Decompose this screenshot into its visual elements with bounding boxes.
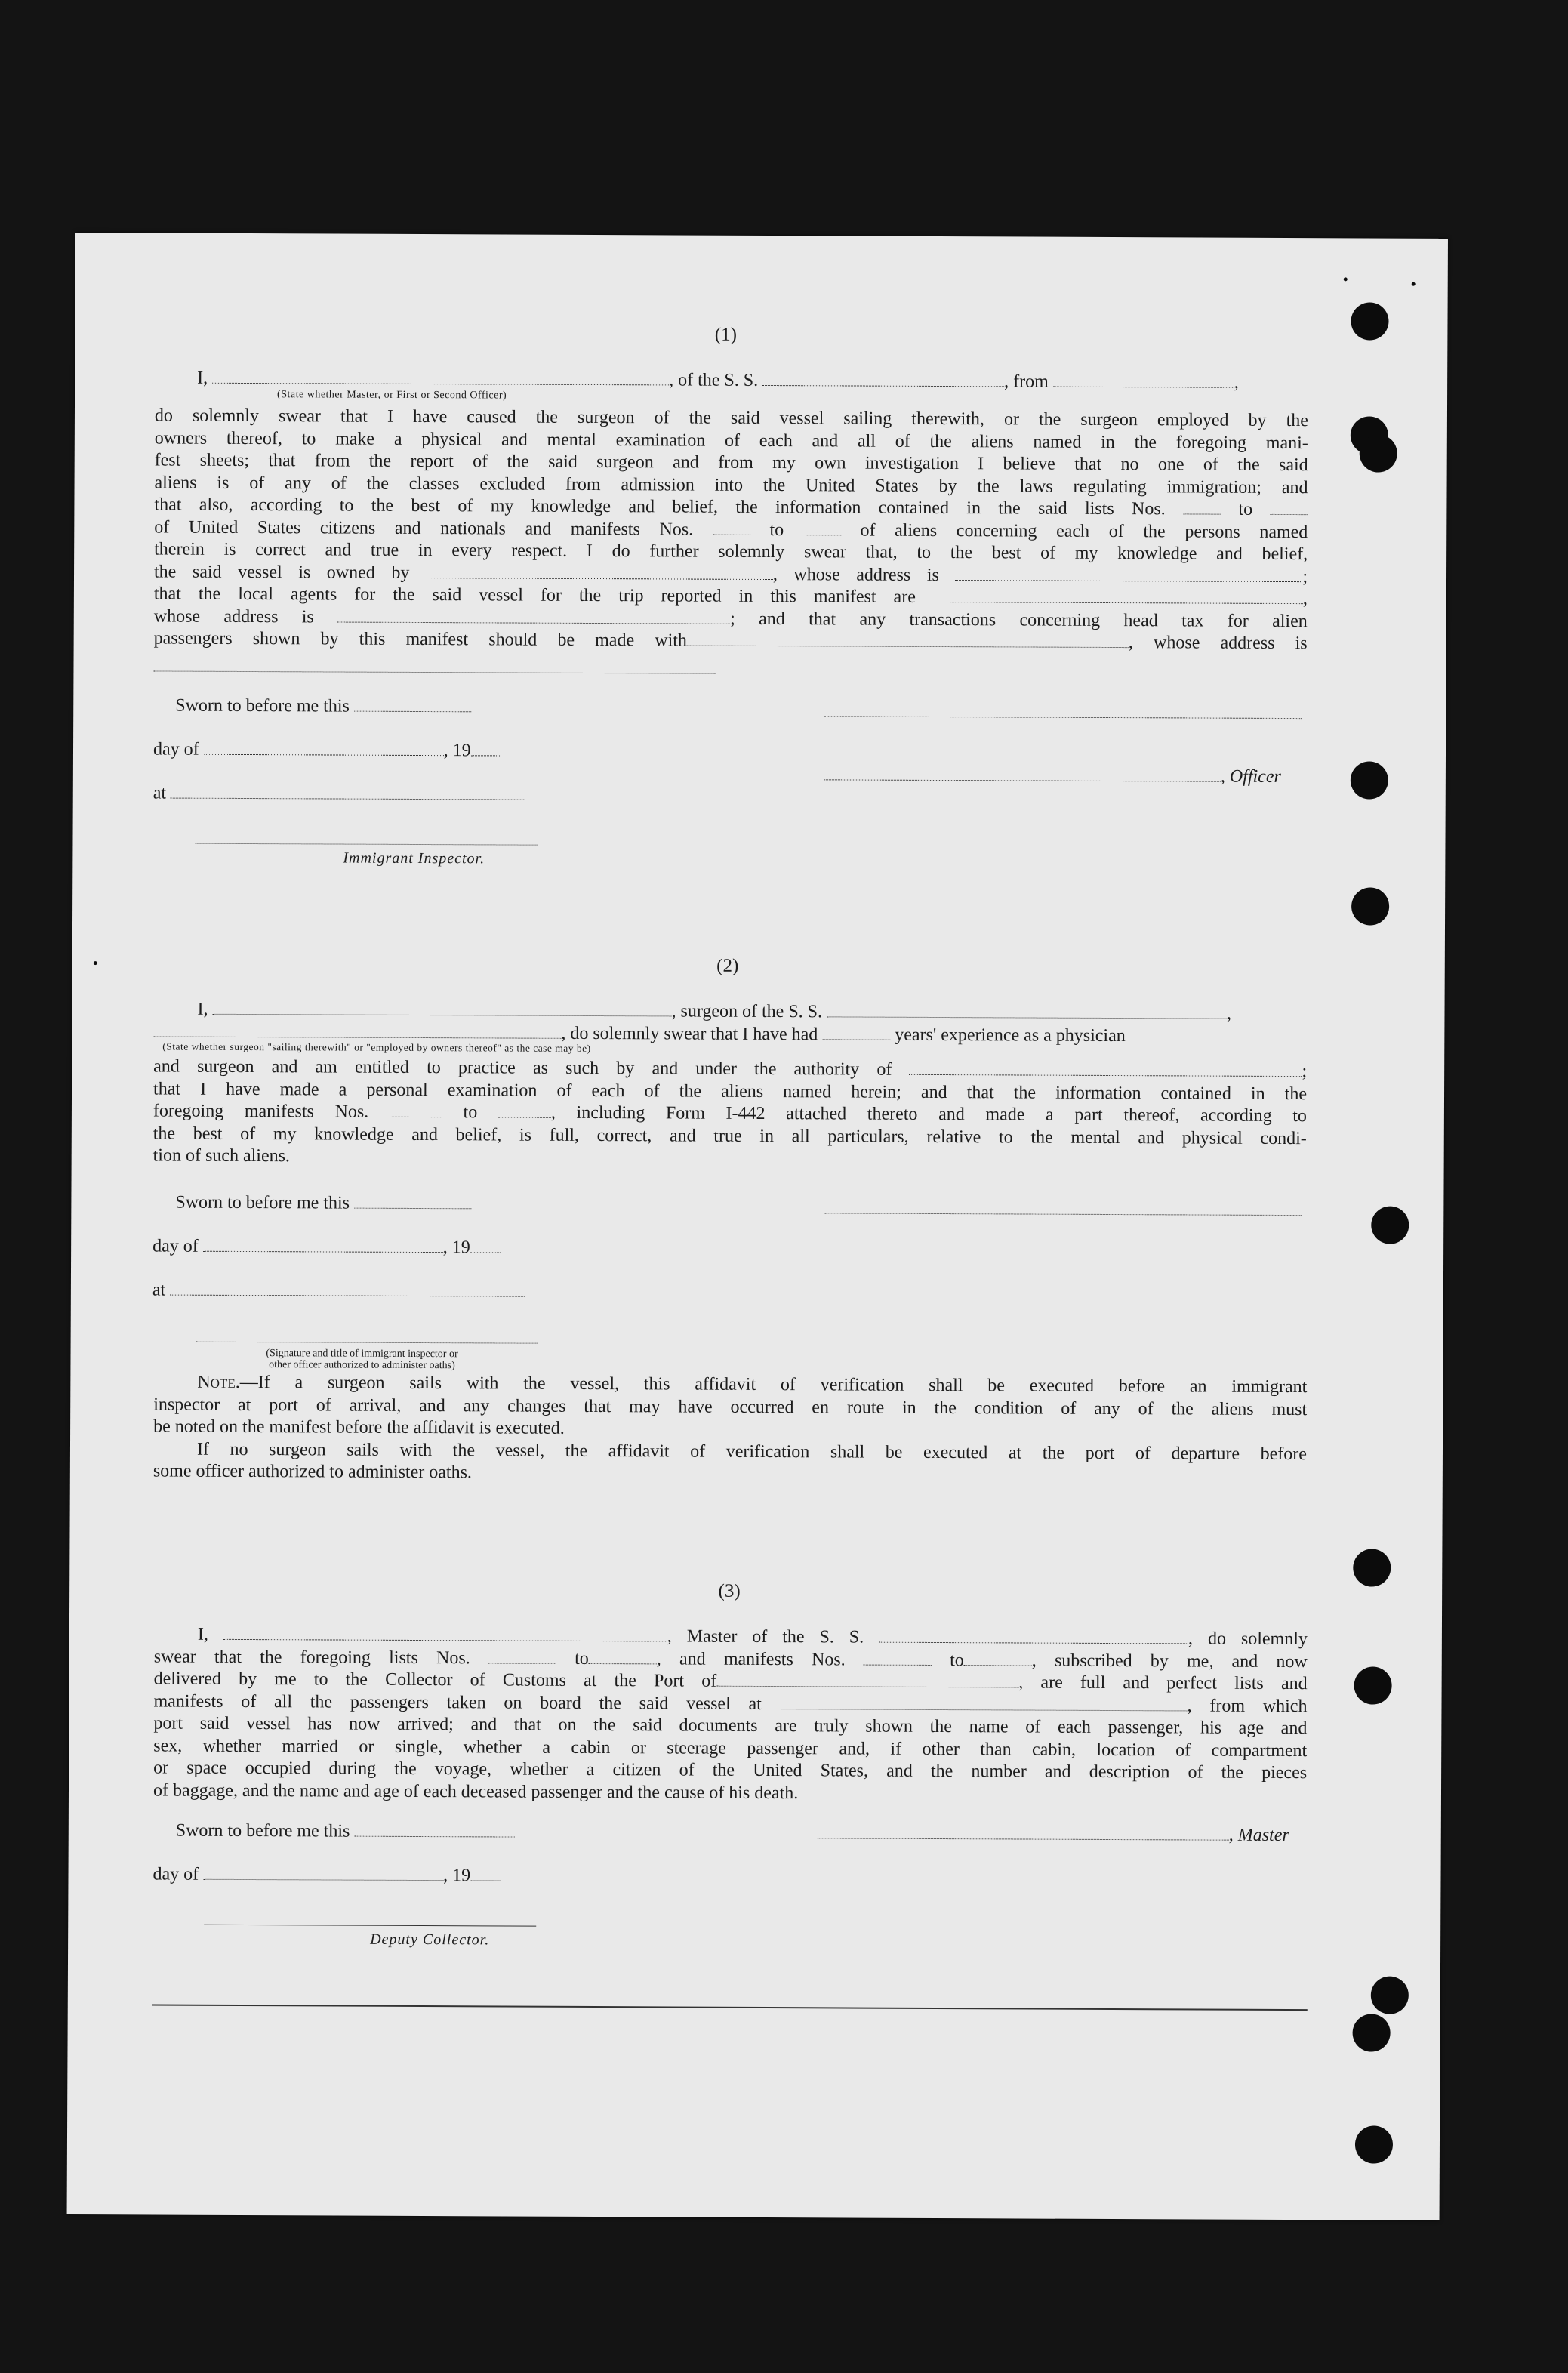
punctuation: , [1227,1003,1232,1024]
owner-field[interactable] [426,564,773,580]
note-line: some officer authorized to administer oaths. [152,1461,473,1483]
inspector-signature-line[interactable] [196,1342,538,1344]
surgeon-vessel-field[interactable] [827,1003,1227,1019]
whose-address-label: , whose address is [1128,633,1308,654]
body-line: port said vessel has now arrived; and that on the said documents are truly shown the name of each passenger, his age and [153,1713,1308,1739]
note-line: inspector at port of arrival, and any changes that may have occurred en route in the condition of any of the aliens must [153,1394,1308,1419]
surgeon-of-label: , surgeon of the S. S. [671,1001,823,1022]
lists-from-field[interactable] [488,1649,556,1663]
section-3-body [153,1623,1308,1807]
vessel-name-field[interactable] [762,371,1004,387]
punch-hole [1353,2014,1391,2051]
officer-signature-line[interactable] [824,716,1302,719]
manifest-to-label: to [769,519,784,540]
inspector-signature-line[interactable] [195,843,538,846]
signature-caption [233,1348,490,1371]
punctuation: , [1302,589,1308,609]
perfect-lists-text: , are full and perfect lists and [1018,1672,1308,1694]
punch-hole [1353,1549,1391,1586]
port-field[interactable] [716,1672,1018,1688]
section-1-number: (1) [714,324,738,345]
years-experience-field[interactable] [822,1025,890,1040]
section-3-number: (3) [718,1580,741,1601]
lists-from-field[interactable] [1183,500,1221,514]
year-field[interactable] [470,1238,501,1253]
body-line: sex, whether married or single, whether a cabin or steerage passenger and, if other than cabin, location of compartment [153,1735,1308,1761]
owner-address-field[interactable] [955,566,1302,582]
boarding-port-field[interactable] [780,1695,1188,1711]
intro-pronoun: I, [197,1624,208,1644]
citizens-text: of United States citizens and nationals and manifests Nos. [154,516,694,540]
punctuation: ; [1302,1062,1308,1082]
caption-line: other officer authorized to administer oaths) [269,1359,455,1372]
sworn-text: Sworn to before me this [175,695,350,717]
passengers-line [154,627,1308,655]
section-1-body [154,405,1308,655]
officer-name-field[interactable] [212,369,669,386]
delivered-text: delivered by me to the Collector of Customs at the Port of [153,1669,717,1691]
month-field[interactable] [203,1237,443,1253]
body-line: the best of my knowledge and belief, is full, correct, and true in all particulars, relative to the mental and physical condi- [152,1123,1307,1148]
note-line: If no surgeon sails with the vessel, the affidavit of verification shall be executed at the port of departure before [196,1439,1308,1464]
manifest-from-field[interactable] [713,520,750,535]
year-prefix: , 19 [443,1866,471,1886]
master-of-label: , Master of the S. S. [667,1626,864,1647]
agents-address-field[interactable] [337,608,730,624]
body-line: therein is correct and true in every respect. I do further solemnly swear that, to the best of my knowledge and belief, [154,539,1308,565]
agents-field[interactable] [933,588,1303,604]
master-signature-field[interactable] [818,1824,1229,1840]
lists-to-field[interactable] [1270,501,1308,515]
swear-text: swear that the foregoing lists Nos. [153,1646,470,1668]
punch-hole [1351,302,1388,340]
manifests-text: , and manifests Nos. [656,1648,846,1669]
year-prefix: , 19 [443,741,471,761]
form-text: , including Form I-442 attached thereto and made a part thereof, according to [550,1102,1307,1126]
officer-rank-caption: (State whether Master, or First or Second Officer) [277,389,507,402]
officer-label: , Officer [1220,766,1281,787]
deputy-collector-label: Deputy Collector. [370,1931,490,1949]
body-line: fest sheets; that from the report of the said surgeon and from my own investigation I believe that no one of the said [154,450,1308,476]
place-field[interactable] [171,784,525,800]
manifest-to-field[interactable] [803,521,841,535]
punch-hole [1351,761,1388,799]
punctuation: , [1234,372,1239,393]
surgeon-type-caption: (State whether surgeon "sailing therewith" or "employed by owners thereof" as the case may be) [162,1040,591,1054]
manifest-verification-page [67,233,1448,2220]
lists-to-field[interactable] [589,1649,657,1663]
bottom-rule [152,2004,1308,2011]
manifest-to-field[interactable] [498,1103,551,1117]
note-line: be noted on the manifest before the affidavit is executed. [153,1416,565,1438]
place-field[interactable] [170,1281,525,1297]
sworn-day-field[interactable] [354,1823,514,1838]
sworn-day-field[interactable] [354,1194,471,1210]
ink-speck [1344,277,1348,281]
day-of-label: day of [152,1864,199,1885]
at-label: at [152,783,167,803]
punch-hole [1354,1666,1392,1704]
authority-field[interactable] [909,1061,1302,1077]
punch-hole [1351,887,1389,925]
sworn-1 [175,695,471,719]
note-text: —If a surgeon sails with the vessel, this affidavit of verification shall be executed before an immigrant [239,1372,1308,1398]
note-label: Note. [197,1372,240,1392]
lists-to-label: to [1238,499,1253,519]
whose-text: whose address is [153,606,314,627]
head-tax-address-field[interactable] [153,670,715,673]
subscribed-text: , subscribed by me, and now [1031,1650,1308,1672]
sworn-day-field[interactable] [354,698,471,713]
body-line: aliens is of any of the classes excluded from admission into the United States by the laws regulating immigration; and [154,472,1308,498]
surgeon-name-field[interactable] [212,1000,671,1017]
head-tax-party-field[interactable] [687,632,1129,649]
ink-speck [94,961,97,965]
punch-hole [1355,2125,1393,2163]
punch-hole [1371,1207,1409,1244]
day-of-label: day of [152,1236,199,1256]
from-port-field[interactable] [1053,373,1234,388]
authority-text: and surgeon and am entitled to practice as such by and under the authority of [153,1056,892,1080]
surgeon-signature-line[interactable] [824,1213,1302,1216]
swear-text: , do solemnly swear that I have had [561,1023,818,1045]
day-of-label: day of [152,739,199,760]
sworn-2 [175,1192,471,1216]
body-line: owners thereof, to make a physical and mental examination of each and all of the aliens named in the foregoing mani- [154,427,1308,453]
at-2 [152,1279,525,1303]
sworn-text: Sworn to before me this [175,1820,350,1841]
body-line: or space occupied during the voyage, whether a citizen of the United States, and the number and description of the pieces [153,1758,1308,1783]
agents-text: that the local agents for the said vessel for the trip reported in this manifest are [153,584,916,607]
to-label: to [950,1650,964,1670]
passengers-text: passengers shown by this manifest should be made with [153,628,688,651]
surgeon-type-field[interactable] [153,1022,561,1038]
of-ss-label: , of the S. S. [669,370,759,390]
month-field[interactable] [204,741,444,756]
citizens-tail: of aliens concerning each of the persons named [860,520,1308,542]
officer-title-field[interactable] [824,766,1221,781]
sworn-3 [176,1820,515,1844]
punch-hole [1371,1977,1409,2014]
collector-signature-line[interactable] [204,1925,536,1927]
day-of-2 [152,1235,501,1259]
body-line: tion of such aliens. [152,1145,291,1166]
section-2-number: (2) [716,955,739,976]
punctuation: ; [1302,566,1308,587]
solemnly-text: , do solemnly [1188,1629,1308,1650]
at-1 [153,782,525,806]
master-label: , Master [1228,1825,1289,1846]
owned-text: the said vessel is owned by [153,561,410,583]
from-label: , from [1004,371,1049,392]
caption-line: (Signature and title of immigrant inspector or [266,1348,458,1361]
month-field[interactable] [203,1866,443,1881]
head-tax-text: ; and that any transactions concerning head tax for alien [730,609,1308,631]
immigrant-inspector-label: Immigrant Inspector. [343,849,485,868]
ink-speck [1412,282,1416,286]
master-signature [818,1823,1289,1847]
body-line: do solemnly swear that I have caused the surgeon of the said vessel sailing therewith, or the surgeon employed by the [154,405,1308,431]
intro-pronoun: I, [197,368,208,388]
manifests-text: manifests of all the passengers taken on board the said vessel at [153,1690,762,1714]
sworn-text: Sworn to before me this [175,1192,350,1213]
from-which-text: , from which [1187,1695,1308,1716]
master-name-field[interactable] [223,1626,667,1642]
officer-signature [824,764,1281,788]
section-2-body [153,1056,1308,1172]
day-of-1 [153,738,501,763]
owner-address-label: , whose address is [772,564,939,585]
year-prefix: , 19 [442,1237,470,1258]
to-label: to [463,1102,478,1123]
day-of-3 [152,1863,501,1888]
lists-text: that also, according to the best of my knowledge and belief, the information contained in the said lists Nos. [154,495,1166,519]
foregoing-text: foregoing manifests Nos. [152,1101,369,1122]
manifests-from-field[interactable] [864,1650,932,1665]
year-field[interactable] [470,1866,501,1881]
manifests-to-field[interactable] [964,1651,1032,1666]
body-line: of baggage, and the name and age of each deceased passenger and the cause of his death. [152,1780,799,1803]
intro-pronoun: I, [197,999,208,1019]
surgeon-note [153,1371,1308,1487]
at-label: at [152,1280,166,1300]
year-field[interactable] [471,741,501,756]
to-label: to [575,1648,589,1669]
master-vessel-field[interactable] [879,1629,1188,1644]
punch-hole [1360,434,1397,472]
body-line: that I have made a personal examination of each of the aliens named herein; and that the information contained in the [152,1078,1308,1104]
experience-text: years' experience as a physician [895,1025,1126,1046]
manifest-from-field[interactable] [390,1103,442,1117]
